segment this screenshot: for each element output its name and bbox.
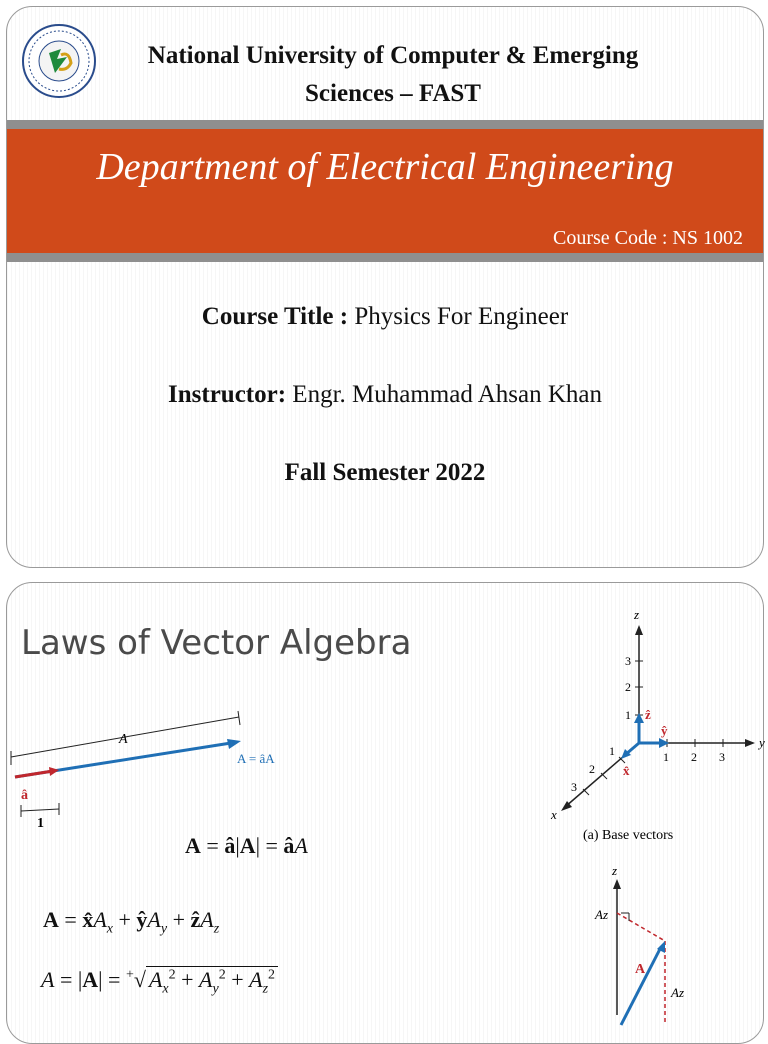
- vector-a-label: A: [635, 962, 646, 977]
- course-code: Course Code : NS 1002: [553, 227, 743, 249]
- az-label: Az: [595, 907, 608, 922]
- instructor-value: Engr. Muhammad Ahsan Khan: [286, 381, 602, 408]
- course-title-label: Course Title :: [201, 303, 349, 330]
- equation-unit-vector: A = â|A| = âA: [185, 833, 308, 858]
- y-hat-label: ŷ: [661, 723, 668, 738]
- base-vectors-caption: (a) Base vectors: [583, 828, 674, 843]
- az-label-2: Az: [671, 985, 684, 1000]
- x-hat-label: x̂: [623, 763, 630, 778]
- y-tick-3: 3: [719, 750, 725, 764]
- x-tick-3: 3: [571, 780, 577, 794]
- z-tick-3: 3: [625, 654, 631, 668]
- instructor-label: Instructor:: [168, 381, 287, 408]
- university-name: National University of Computer & Emerging Sciences – FAST: [147, 42, 639, 107]
- department-title: Department of Electrical Engineering: [96, 146, 674, 188]
- vector-components-figure: [577, 865, 717, 1043]
- top-divider: [7, 120, 763, 129]
- z-tick-2: 2: [625, 680, 631, 694]
- slide-title: Laws of Vector Algebra: [21, 623, 412, 663]
- z-axis-label-2: z: [612, 863, 618, 878]
- magnitude-label: A: [119, 732, 128, 747]
- z-tick-1: 1: [625, 708, 631, 722]
- instructor-line: [7, 381, 763, 409]
- bottom-divider: [7, 253, 763, 262]
- course-title-value: Physics For Engineer: [348, 303, 569, 330]
- y-tick-1: 1: [663, 750, 669, 764]
- university-logo: [21, 23, 97, 99]
- semester-line: [7, 459, 763, 487]
- y-tick-2: 2: [691, 750, 697, 764]
- x-tick-1: 1: [609, 744, 615, 758]
- unit-length-label: 1: [37, 816, 44, 831]
- unit-vector-label: â: [21, 788, 28, 803]
- vector-equation-label: A = âA: [237, 751, 275, 766]
- equation-magnitude: A = |A| = +√ $A_x^2 + A_y^2 + A_z^2$: [41, 967, 278, 997]
- z-hat-label: ẑ: [645, 707, 651, 722]
- vector-figure: [7, 705, 307, 835]
- title-slide: [6, 6, 764, 568]
- course-title-line: [7, 303, 763, 331]
- z-axis-label: z: [634, 607, 640, 622]
- vector-algebra-slide: [6, 582, 764, 1044]
- equation-components: $A = x̂A_x$ + $ŷA_y$ + ẑA$_z$: [43, 907, 220, 937]
- semester: Fall Semester 2022: [284, 459, 486, 486]
- x-axis-label: x: [551, 807, 557, 822]
- y-axis-label: y: [759, 735, 765, 750]
- base-vectors-figure: [537, 603, 763, 853]
- x-tick-2: 2: [589, 762, 595, 776]
